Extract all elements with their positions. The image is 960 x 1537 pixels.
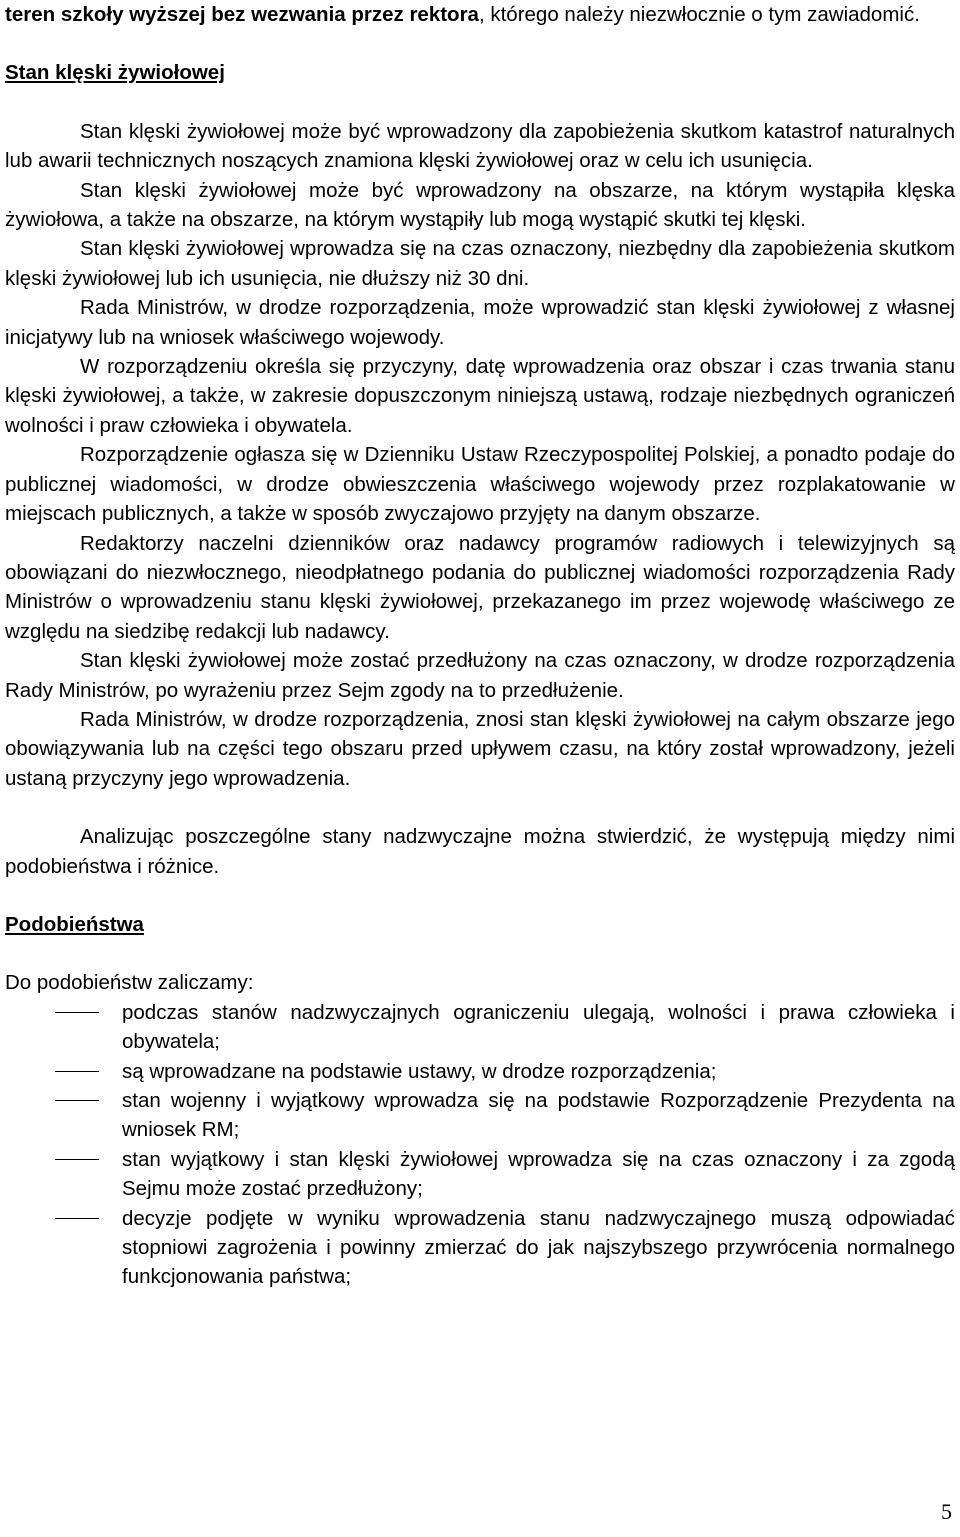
list-item [5,1086,955,1145]
disaster-paragraph-3: Stan klęski żywiołowej wprowadza się na czas oznaczony, niezbędny dla zapobieżenia skutkom klęski żywiołowej lub ich usunięcia, nie dłuższy niż 30 dni. [5,237,955,290]
disaster-paragraph-1: Stan klęski żywiołowej może być wprowadzony dla zapobieżenia skutkom katastrof naturalnych lub awarii technicznych noszących znamiona klęski żywiołowej oraz w celu ich usunięcia. [5,119,955,173]
list-item [5,1204,955,1292]
intro-rest-text: , którego należy niezwłocznie o tym zawiadomić. [478,3,920,26]
disaster-paragraph-9: Rada Ministrów, w drodze rozporządzenia, znosi stan klęski żywiołowej na całym obszarze jego obowiązywania lub na części tego obszaru przed upływem czasu, na który został wprowadzony, jeżeli ustaną przyczyny jego wprowadzenia. [5,707,955,790]
list-item [5,998,955,1057]
list-item [5,1145,955,1204]
disaster-paragraph-8: Stan klęski żywiołowej może zostać przedłużony na czas oznaczony, w drodze rozporządzenia Rady Ministrów, po wyrażeniu przez Sejm zgody na to przedłużenie. [5,649,955,702]
intro-paragraph [5,0,955,29]
list-item-text: podczas stanów nadzwyczajnych ograniczeniu ulegają, wolności i prawa człowieka i obywatela; [122,1000,955,1054]
disaster-paragraph-7: Redaktorzy naczelni dzienników oraz nadawcy programów radiowych i telewizyjnych są obowiązani do niezwłocznego, nieodpłatnego podania do publicznej wiadomości rozporządzenia Rady Ministrów o wprowadzeniu stanu klęski żywiołowej, przekazanego im przez wojewodę właściwego ze względu na siedzibę redakcji lub nadawcy. [5,531,955,643]
document-page [5,0,955,1292]
dash-bullet-icon [55,1100,99,1101]
list-item [5,1057,955,1086]
summary-paragraph: Analizując poszczególne stany nadzwyczajne można stwierdzić, że występują między nimi podobieństwa i różnice. [5,825,955,878]
section-title-disaster: Stan klęski żywiołowej [5,61,225,85]
disaster-paragraph-5: W rozporządzeniu określa się przyczyny, datę wprowadzenia oraz obszar i czas trwania stanu klęski żywiołowej, a także, w zakresie dopuszczonym niniejszą ustawą, rodzaje niezbędnych ograniczeń wolności i praw człowieka i obywatela. [5,355,955,437]
disaster-paragraph-6: Rozporządzenie ogłasza się w Dzienniku Ustaw Rzeczypospolitej Polskiej, a ponadto podaje do publicznej wiadomości, w drodze obwieszczenia właściwego wojewody przez rozplakatowanie w miejscach publicznych, a także w sposób zwyczajowo przyjęty na danym obszarze. [5,443,955,526]
similarities-list [5,998,955,1292]
list-item-text: stan wojenny i wyjątkowy wprowadza się na podstawie Rozporządzenie Prezydenta na wniosek RM; [122,1089,955,1142]
list-item-text: decyzje podjęte w wyniku wprowadzenia stanu nadzwyczajnego muszą odpowiadać stopniowi zagrożenia i powinny zmierzać do jak najszybszego przywrócenia normalnego funkcjonowania państwa; [122,1206,955,1289]
disaster-paragraph-4: Rada Ministrów, w drodze rozporządzenia, może wprowadzić stan klęski żywiołowej z własnej inicjatywy lub na wniosek właściwego wojewody. [5,296,955,349]
dash-bullet-icon [55,1012,99,1013]
disaster-paragraph-2: Stan klęski żywiołowej może być wprowadzony na obszarze, na którym wystąpiła klęska żywiołowa, a także na obszarze, na którym wystąpiły lub mogą wystąpić skutki tej klęski. [5,178,955,232]
list-item-text: stan wyjątkowy i stan klęski żywiołowej wprowadza się na czas oznaczony i za zgodą Sejmu może zostać przedłużony; [122,1147,955,1201]
section-title-similarities: Podobieństwa [5,912,144,936]
dash-bullet-icon [55,1159,99,1160]
intro-bold-text: teren szkoły wyższej bez wezwania przez rektora [5,3,479,26]
page-number: 5 [941,1499,952,1524]
list-item-text: są wprowadzane na podstawie ustawy, w drodze rozporządzenia; [122,1059,717,1083]
similarities-lead: Do podobieństw zaliczamy: [5,971,254,995]
dash-bullet-icon [55,1218,99,1219]
dash-bullet-icon [55,1071,99,1072]
